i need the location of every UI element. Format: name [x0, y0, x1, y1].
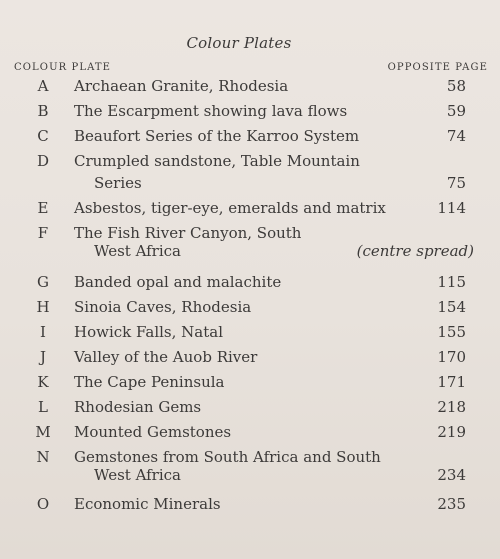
plate-row — [0, 124, 500, 148]
plate-description-continued: Series — [94, 174, 142, 192]
plate-page: 114 — [437, 199, 466, 217]
plate-letter: G — [37, 273, 49, 291]
plate-row — [0, 295, 500, 319]
plate-description: The Escarpment showing lava flows — [74, 102, 348, 120]
plate-letter: E — [37, 199, 49, 217]
plate-page: 234 — [437, 466, 466, 484]
plate-letter: N — [36, 448, 50, 466]
plate-description: The Fish River Canyon, South — [74, 224, 302, 242]
plate-letter: A — [37, 77, 49, 95]
plate-page: 218 — [437, 398, 466, 416]
plate-page: 219 — [437, 423, 466, 441]
plate-row — [0, 196, 500, 220]
plate-page: 58 — [446, 77, 466, 95]
plate-row — [0, 270, 500, 294]
plate-letter: H — [36, 298, 50, 316]
plate-page: 170 — [437, 348, 466, 366]
plate-letter: J — [39, 348, 46, 366]
plate-row — [0, 395, 500, 419]
plate-row — [0, 320, 500, 344]
plate-description-continued: West Africa — [94, 242, 181, 260]
plate-page: 154 — [437, 298, 466, 316]
plate-description: Howick Falls, Natal — [74, 323, 224, 341]
plate-description: Archaean Granite, Rhodesia — [74, 77, 289, 95]
plate-description: Beaufort Series of the Karroo System — [74, 127, 360, 145]
column-header-colour-plate: COLOUR PLATE — [14, 62, 112, 73]
plate-row — [0, 99, 500, 123]
plate-page: (centre spread) — [356, 242, 474, 260]
plate-description: Banded opal and malachite — [74, 273, 282, 291]
plate-row — [0, 74, 500, 98]
plate-page: 74 — [446, 127, 466, 145]
plate-page: 115 — [437, 273, 466, 291]
plate-letter: O — [36, 495, 50, 513]
plate-page: 171 — [437, 373, 466, 391]
plate-description-continued: West Africa — [94, 466, 181, 484]
plate-description: Mounted Gemstones — [74, 423, 232, 441]
plate-description: Gemstones from South Africa and South — [74, 448, 381, 466]
plate-page: 235 — [437, 495, 466, 513]
plate-description: Sinoia Caves, Rhodesia — [74, 298, 252, 316]
plate-page: 75 — [446, 174, 466, 192]
plate-row — [0, 370, 500, 394]
plates-list — [0, 74, 500, 513]
plate-description: Economic Minerals — [74, 495, 221, 513]
plate-row — [0, 221, 500, 269]
plate-row — [0, 492, 500, 516]
plate-letter: F — [37, 224, 49, 242]
page-title: Colour Plates — [186, 34, 292, 52]
plate-letter: C — [37, 127, 49, 145]
plate-letter: B — [37, 102, 49, 120]
column-header-opposite-page: OPPOSITE PAGE — [387, 62, 488, 73]
plate-description: Rhodesian Gems — [74, 398, 202, 416]
plate-row — [0, 149, 500, 197]
plate-row — [0, 420, 500, 444]
plate-row — [0, 345, 500, 369]
plate-page: 155 — [437, 323, 466, 341]
plate-description: Crumpled sandstone, Table Mountain — [74, 152, 360, 170]
plate-row — [0, 445, 500, 493]
plate-description: The Cape Peninsula — [74, 373, 225, 391]
plate-letter: D — [36, 152, 50, 170]
plate-description: Asbestos, tiger-eye, emeralds and matrix — [74, 199, 386, 217]
plate-letter: I — [40, 323, 46, 341]
plate-letter: M — [35, 423, 51, 441]
plate-page: 59 — [446, 102, 466, 120]
plate-description: Valley of the Auob River — [74, 348, 258, 366]
plate-letter: K — [37, 373, 49, 391]
plate-letter: L — [38, 398, 48, 416]
